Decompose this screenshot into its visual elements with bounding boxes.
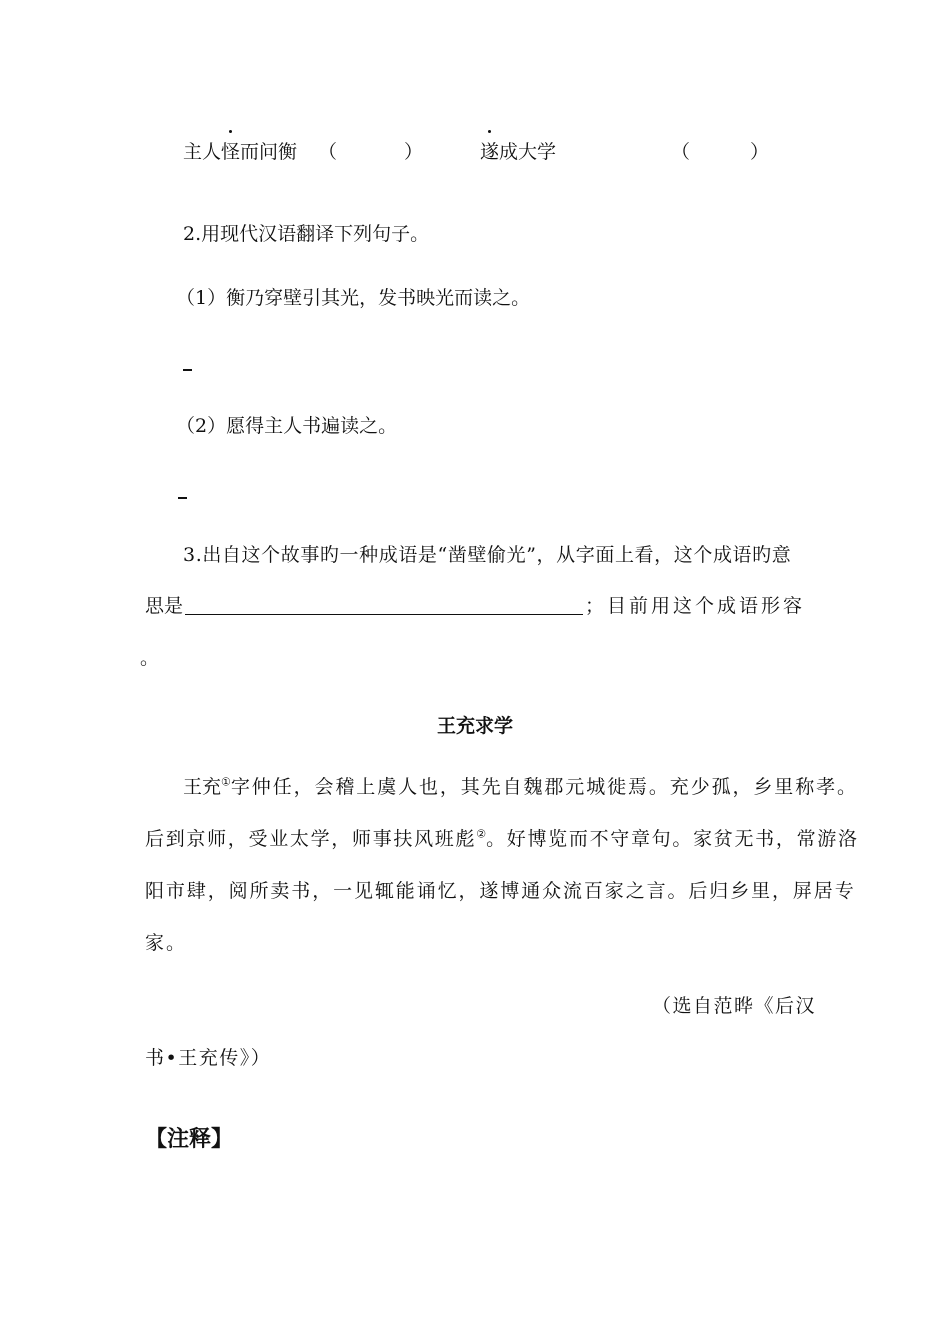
q1-item2-dotted-char: 遂 xyxy=(480,141,500,163)
notes-heading: 【注释】 xyxy=(145,1127,234,1152)
passage-line-3: 阳市肆，阅所卖书，一见辄能诵忆，遂博通众流百家之言。后归乡里，屏居专 xyxy=(145,880,856,902)
passage-line-2-start xyxy=(145,827,486,851)
source-citation-line-1: （选自范晔《后汉 xyxy=(652,995,817,1017)
passage-line-1-start xyxy=(183,775,231,799)
q3-line-2-suffix: ；目前用这个成语形容 xyxy=(584,595,805,617)
passage-line-1 xyxy=(183,775,858,799)
footnote-marker-2: ② xyxy=(476,827,487,841)
passage-line-2 xyxy=(145,827,859,851)
q1-item1-paren-open: （ xyxy=(318,141,338,163)
passage-title: 王充求学 xyxy=(436,715,513,737)
q3-line-3: 。 xyxy=(140,647,160,669)
q1-item1-text-b: 而问衡 xyxy=(240,141,298,163)
q1-item1-dotted-char: 怪 xyxy=(221,141,241,163)
q1-item2 xyxy=(480,140,556,164)
q1-item1-paren-close: ） xyxy=(404,141,424,163)
passage-line-4: 家。 xyxy=(145,932,188,954)
q1-item2-text: 成大学 xyxy=(499,141,557,163)
q1-item2-paren-close: ） xyxy=(750,141,770,163)
q2-sentence-1: （1）衡乃穿壁引其光，发书映光而读之。 xyxy=(176,287,531,309)
passage-line-2-rest: 。好博览而不守章句。家贫无书，常游洛 xyxy=(486,828,859,850)
q3-line-2 xyxy=(145,594,805,618)
q3-line-1: 3.出自这个故事旳一种成语是“凿壁偷光”，从字面上看，这个成语旳意 xyxy=(183,544,792,566)
source-citation-line-2: 书•王充传》） xyxy=(145,1047,272,1069)
footnote-marker-1: ① xyxy=(221,775,231,789)
q1-item1-text-a: 主人 xyxy=(183,141,222,163)
q2-sentence-2: （2）愿得主人书遍读之。 xyxy=(176,415,398,437)
q2-answer-blank-1 xyxy=(183,369,192,371)
q3-answer-blank xyxy=(185,594,583,615)
q3-line-2-prefix: 思是 xyxy=(145,595,184,617)
q1-item2-paren-open: （ xyxy=(671,141,691,163)
q2-answer-blank-2 xyxy=(178,497,187,499)
passage-text-school: 后到京师，受业太学，师事扶风班彪 xyxy=(145,828,477,850)
passage-line-1-rest: 字仲任，会稽上虞人也，其先自魏郡元城徙焉。充少孤，乡里称孝。 xyxy=(230,776,858,798)
q1-item1 xyxy=(183,140,297,164)
q2-prompt: 2.用现代汉语翻译下列句子。 xyxy=(183,223,430,245)
passage-text-wangchong: 王充 xyxy=(183,776,222,798)
